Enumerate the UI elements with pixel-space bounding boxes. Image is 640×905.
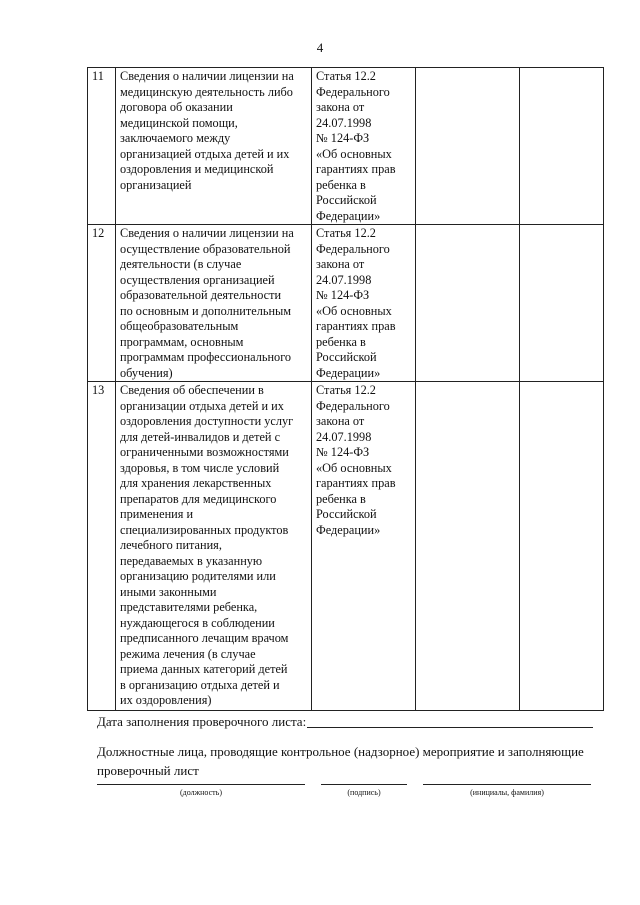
legal-reference-line: «Об основных xyxy=(316,303,392,318)
description-line: организацию родителями или xyxy=(120,569,276,583)
legal-reference-line: Статья 12.2 xyxy=(316,69,376,83)
description-line: общеобразовательным xyxy=(120,319,239,333)
legal-reference-line: гарантиях прав xyxy=(316,319,396,333)
answer-cell[interactable] xyxy=(416,225,520,382)
description-line: иными законными xyxy=(120,584,217,599)
description-line: здоровья, в том числе условий xyxy=(120,460,280,475)
description-line: ограниченными возможностями xyxy=(120,445,289,459)
description-line: программам, основным xyxy=(120,334,244,349)
legal-reference-line: № 124-ФЗ xyxy=(316,288,370,302)
description-line: программам профессионального xyxy=(120,350,292,364)
legal-reference-line: Федерального xyxy=(316,398,390,413)
description-line: лечебного питания, xyxy=(120,538,222,552)
legal-reference-line: Российской xyxy=(316,350,377,364)
officials-text: Должностные лица, проводящие контрольное (надзорное) мероприятие и заполняющие проверочный лист xyxy=(97,744,584,778)
description-line: медицинскую деятельность либо xyxy=(120,84,293,99)
legal-reference-line: закона от xyxy=(316,257,365,271)
description-line: Сведения о наличии лицензии на xyxy=(120,226,294,240)
row-number: 13 xyxy=(88,382,116,711)
page-number: 4 xyxy=(316,40,324,55)
description-line: для хранения лекарственных xyxy=(120,476,272,490)
row-number: 12 xyxy=(88,225,116,382)
name-line[interactable] xyxy=(423,784,591,785)
legal-reference-line: Федерального xyxy=(316,84,390,99)
description-line: образовательной деятельности xyxy=(120,288,282,302)
legal-reference-line: Федерации» xyxy=(316,522,381,537)
legal-reference-line: № 124-ФЗ xyxy=(316,445,370,459)
checklist-table xyxy=(87,67,604,711)
description-line: приема данных категорий детей xyxy=(120,662,288,676)
requirement-description xyxy=(116,225,312,382)
description-line: оздоровления доступности услуг xyxy=(120,414,294,428)
legal-reference-line: ребенка в xyxy=(316,334,366,349)
legal-reference-line: гарантиях прав xyxy=(316,476,396,490)
answer-cell[interactable] xyxy=(416,68,520,225)
description-line: осуществление образовательной xyxy=(120,241,291,256)
description-line: оздоровления и медицинской xyxy=(120,162,274,176)
position-line[interactable] xyxy=(97,784,305,785)
legal-reference-line: «Об основных xyxy=(316,460,392,475)
description-line: их оздоровления) xyxy=(120,693,212,707)
legal-reference-line: ребенка в xyxy=(316,491,366,506)
note-cell[interactable] xyxy=(520,68,604,225)
table-row xyxy=(88,225,604,382)
table-row xyxy=(88,68,604,225)
description-line: организации отдыха детей и их xyxy=(120,398,284,413)
legal-reference-line: Статья 12.2 xyxy=(316,226,376,240)
legal-reference-line: Российской xyxy=(316,193,377,207)
requirement-description xyxy=(116,68,312,225)
answer-cell[interactable] xyxy=(416,382,520,711)
description-line: осуществления организацией xyxy=(120,272,275,287)
legal-reference-line: закона от xyxy=(316,414,365,428)
description-line: заключаемого между xyxy=(120,131,231,145)
legal-reference-line: 24.07.1998 xyxy=(316,272,372,287)
position-caption: (должность) xyxy=(180,788,222,797)
table-row xyxy=(88,382,604,711)
legal-reference xyxy=(312,382,416,711)
description-line: представителями ребенка, xyxy=(120,600,258,614)
fill-date-line[interactable] xyxy=(307,727,593,728)
signature-caption: (подпись) xyxy=(347,788,381,797)
legal-reference xyxy=(312,225,416,382)
description-line: организацией xyxy=(120,177,192,192)
description-line: Сведения об обеспечении в xyxy=(120,383,264,397)
legal-reference xyxy=(312,68,416,225)
legal-reference-line: «Об основных xyxy=(316,146,392,161)
legal-reference-line: Российской xyxy=(316,507,377,521)
description-line: организацией отдыха детей и их xyxy=(120,146,290,161)
name-caption: (инициалы, фамилия) xyxy=(470,788,544,797)
legal-reference-line: Федерального xyxy=(316,241,390,256)
legal-reference-line: Федерации» xyxy=(316,365,381,380)
fill-date-label: Дата заполнения проверочного листа: xyxy=(97,714,307,729)
description-line: деятельности (в случае xyxy=(120,257,242,271)
row-number: 11 xyxy=(88,68,116,225)
description-line: медицинской помощи, xyxy=(120,115,238,130)
note-cell[interactable] xyxy=(520,225,604,382)
signature-line[interactable] xyxy=(321,784,407,785)
description-line: для детей-инвалидов и детей с xyxy=(120,429,281,444)
requirement-description xyxy=(116,382,312,711)
legal-reference-line: Федерации» xyxy=(316,208,381,223)
legal-reference-line: 24.07.1998 xyxy=(316,115,372,130)
legal-reference-line: 24.07.1998 xyxy=(316,429,372,444)
note-cell[interactable] xyxy=(520,382,604,711)
description-line: обучения) xyxy=(120,365,173,380)
description-line: применения и xyxy=(120,507,194,521)
description-line: режима лечения (в случае xyxy=(120,646,256,661)
description-line: передаваемых в указанную xyxy=(120,553,263,568)
legal-reference-line: Статья 12.2 xyxy=(316,383,376,397)
description-line: Сведения о наличии лицензии на xyxy=(120,69,294,83)
description-line: по основным и дополнительным xyxy=(120,303,292,318)
description-line: в организацию отдыха детей и xyxy=(120,677,280,692)
description-line: предписанного лечащим врачом xyxy=(120,631,289,645)
description-line: договора об оказании xyxy=(120,100,233,114)
description-line: нуждающегося в соблюдении xyxy=(120,615,275,630)
legal-reference-line: гарантиях прав xyxy=(316,162,396,176)
legal-reference-line: ребенка в xyxy=(316,177,366,192)
legal-reference-line: № 124-ФЗ xyxy=(316,131,370,145)
legal-reference-line: закона от xyxy=(316,100,365,114)
description-line: препаратов для медицинского xyxy=(120,491,277,506)
description-line: специализированных продуктов xyxy=(120,522,289,537)
